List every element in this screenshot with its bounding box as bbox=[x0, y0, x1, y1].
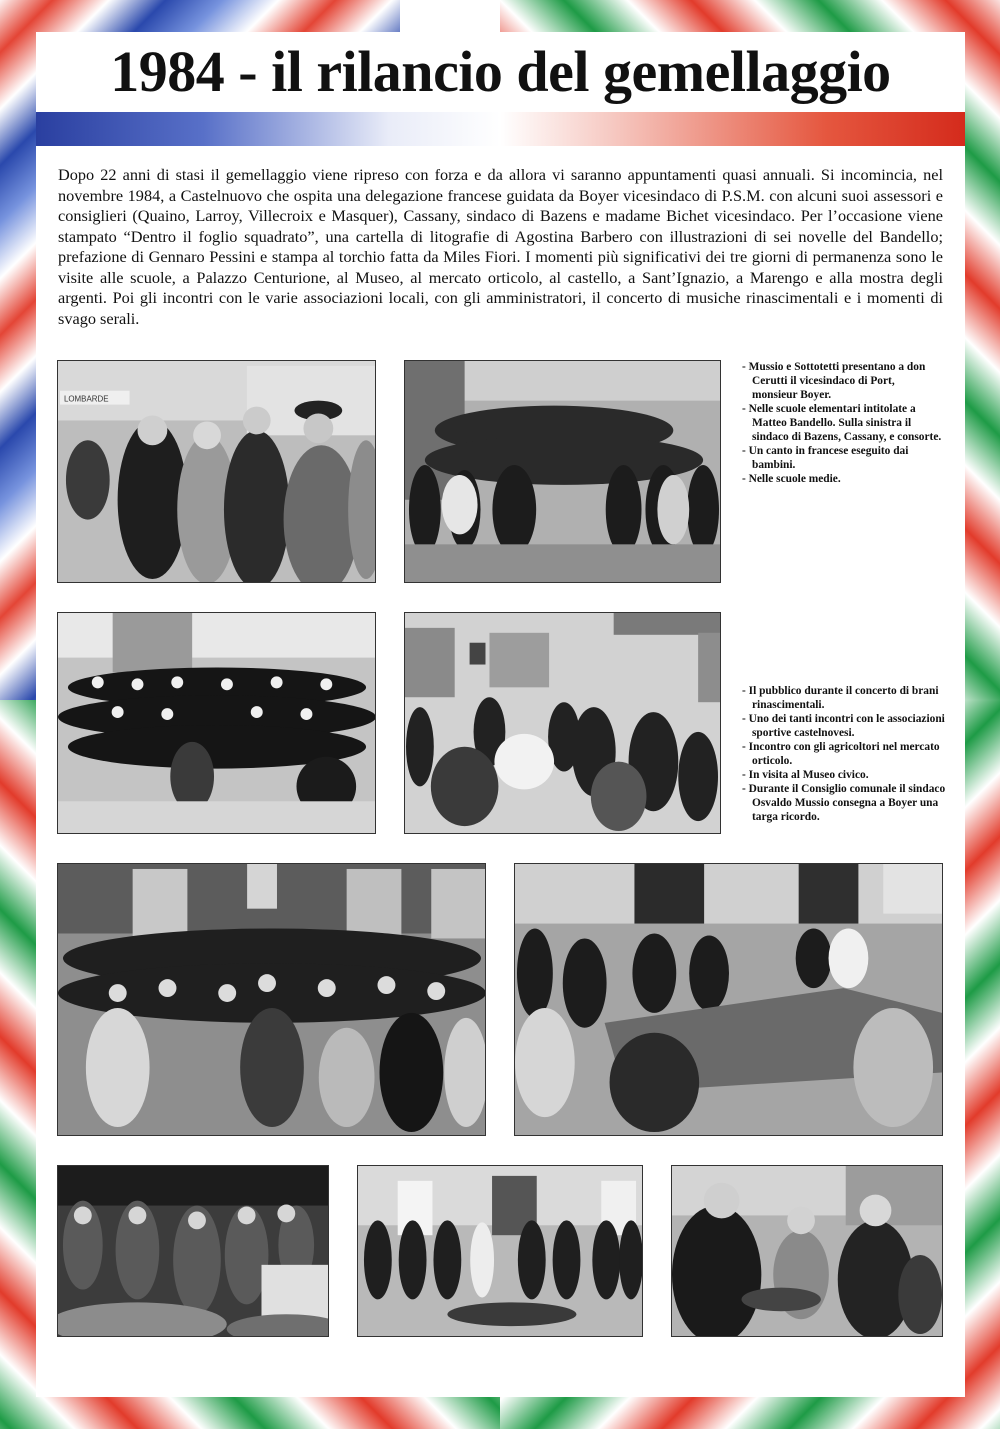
caption-item: - Il pubblico durante il concerto di brani rinascimentali. bbox=[742, 685, 939, 711]
photo-civic-museum bbox=[357, 1165, 643, 1337]
caption-item: - Durante il Consiglio comunale il sindaco Osvaldo Mussio consegna a Boyer una targa ricordo. bbox=[742, 783, 946, 823]
caption-item: - Mussio e Sottotetti presentano a don Cerutti il vicesindaco di Port, monsieur Boyer. bbox=[742, 361, 926, 401]
page-title: 1984 - il rilancio del gemellaggio bbox=[110, 39, 891, 104]
captions-top bbox=[742, 360, 942, 486]
caption-item: - Un canto in francese eseguito dai bambini. bbox=[742, 445, 909, 471]
title-stripe bbox=[36, 112, 965, 146]
caption-item: - Incontro con gli agricoltori nel mercato orticolo. bbox=[742, 741, 940, 767]
caption-item: - In visita al Museo civico. bbox=[742, 769, 869, 781]
caption-item: - Nelle scuole medie. bbox=[742, 473, 841, 485]
caption-item: - Nelle scuole elementari intitolate a Matteo Bandello. Sulla sinistra il sindaco di Bazens, Cassany, e consorte. bbox=[742, 403, 942, 443]
caption-item: - Uno dei tanti incontri con le associazioni sportive castelnovesi. bbox=[742, 713, 945, 739]
intro-paragraph: Dopo 22 anni di stasi il gemellaggio viene ripreso con forza e da allora vi saranno appuntamenti quasi annuali. Si incomincia, nel novembre 1984, a Castelnuovo che ospita una delegazione francese guidata da Boyer vicesindaco di P.S.M. con alcuni suoi assessori e consiglieri (Quaino, Larroy, Villecroix e Masquer), Cassany, sindaco di Bazens e madame Bichet vicesindaco. Per l’occasione viene stampato “Dentro il foglio squadrato”, una cartella di litografie di Agostina Barbero con illustrazioni di sei novelle del Bandello; prefazione di Gennaro Pessini e stampa al torchio fatta da Miles Fiori. I momenti più significativi dei tre giorni di permanenza sono le visite alle scuole, a Palazzo Centurione, al Museo, al mercato orticolo, al castello, a Sant’Ignazio, a Marengo e alla mostra degli argenti. Poi gli incontri con le varie associazioni locali, con gli amministratori, il concerto di musiche rinascimentali e i momenti di svago serali. bbox=[58, 165, 943, 328]
photo-elementary-school bbox=[404, 360, 721, 583]
photo-greeting-square bbox=[57, 360, 376, 583]
photo-children-singing bbox=[57, 612, 376, 834]
photo-sign-text: LOMBARDE bbox=[63, 394, 109, 404]
photo-sports-associations bbox=[514, 863, 943, 1136]
photo-city-council bbox=[671, 1165, 943, 1337]
photo-middle-school bbox=[404, 612, 721, 834]
title-bar bbox=[36, 32, 965, 112]
photo-concert-audience bbox=[57, 863, 486, 1136]
captions-bottom bbox=[742, 684, 947, 824]
photo-market-farmers bbox=[57, 1165, 329, 1337]
